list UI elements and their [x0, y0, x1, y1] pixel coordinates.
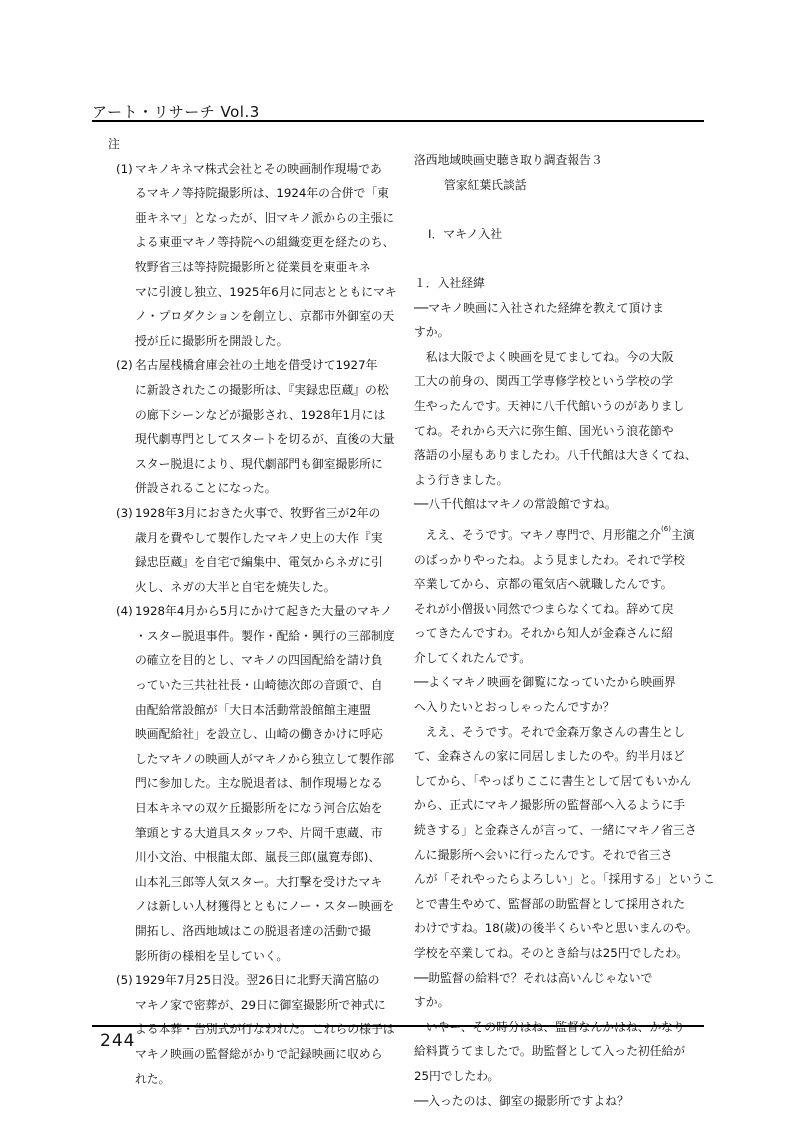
note-line: 名古屋桟橋倉庫会社の土地を借受けて1927年 — [135, 358, 378, 373]
report-subtitle: 管家紅葉氏談話 — [444, 177, 527, 192]
note-line: 現代劇専門としてスタートを切るが、直後の大量 — [135, 432, 395, 447]
header-rule — [92, 120, 704, 122]
report-line: んに撮影所へ会いに行ったんです。それで省三さ — [414, 847, 673, 862]
report-line: 給料貰うてましたで。助監督として入った初任給が — [414, 1044, 686, 1059]
report-line: 落語の小屋もありましたわ。八千代館は大きくてね、 — [414, 448, 697, 463]
page-number: 244 — [100, 1031, 136, 1051]
note-line: 由配給常設館が「大日本活動常設館館主連盟 — [135, 702, 371, 717]
note-line: 1929年7月25日没。翌26日に北野天満宮脇の — [135, 973, 380, 988]
report-line: 学校を卒業してね。そのとき給与は25円でしたわ。 — [414, 946, 689, 960]
report-line: ──八千代館はマキノの常設館ですね。 — [414, 497, 617, 512]
note-line: 映画配給社」を設立し、山崎の働きかけに呼応 — [135, 727, 383, 742]
note-number: (2) — [116, 358, 133, 373]
report-line: ──入ったのは、御室の撮影所ですよね？ — [414, 1093, 629, 1108]
note-line: スター脱退により、現代劇部門も御室撮影所に — [135, 456, 383, 471]
running-header: アート・リサーチ Vol.3 — [92, 103, 260, 121]
report-line: すか。 — [414, 325, 450, 340]
note-line: 火し、ネガの大半と自宅を焼失した。 — [135, 579, 336, 594]
report-line: ──助監督の給料で？それは高いんじゃないで — [414, 970, 653, 985]
note-line: マキノ家で密葬が、29日に御室撮影所で神式に — [135, 997, 386, 1012]
note-line: れた。 — [135, 1071, 171, 1086]
report-line-part: ええ、そうです。マキノ専門で、月形龍之介 — [414, 527, 662, 542]
note-item — [108, 353, 408, 501]
note-line: 1928年4月から5月にかけて起きた大量のマキノ — [135, 604, 393, 619]
note-line: マに引渡し独立、1925年6月に同志とともにマキ — [135, 284, 397, 299]
report-line: 続きする」と金森さんが言って、一緒にマキノ省三さ — [414, 823, 697, 838]
report-line: それが小僧扱い同然でつまらなくてね。辞めて戻 — [414, 601, 674, 616]
report-line: ってきたんですわ。それから知人が金森さんに紹 — [414, 626, 674, 641]
report-line: ──マキノ映画に入社された経緯を教えて頂けま — [414, 300, 664, 315]
notes-list — [108, 157, 408, 1092]
report-line: てね。それから天六に弥生館、国光いう浪花節や — [414, 423, 674, 438]
note-item — [108, 599, 408, 968]
report-line: 私は大阪でよく映画を見てましてね。今の大阪 — [414, 349, 674, 364]
note-item — [108, 157, 408, 354]
notes-heading: 注 — [108, 137, 120, 151]
note-line: 日本キネマの双ケ丘撮影所をになう河合広始を — [135, 801, 383, 816]
note-line: 授が丘に撮影所を開設した。 — [135, 333, 289, 348]
note-line: 川小文治、中根龍太郎、嵐長三郎(嵐寛寿郎)、 — [135, 850, 381, 865]
footer-rule — [92, 1025, 704, 1027]
note-line: 門に参加した。主な脱退者は、制作現場となる — [135, 776, 383, 791]
report-line — [414, 517, 710, 548]
note-line: ノ・プロダクションを創立し、京都市外御室の天 — [135, 309, 395, 324]
blank-line — [414, 197, 710, 222]
note-item — [108, 968, 408, 1091]
section-heading: Ⅰ．マキノ入社 — [428, 226, 503, 241]
note-line: 録忠臣蔵』を自宅で編集中、電気からネガに引 — [135, 555, 383, 570]
note-line: 影所街の様相を呈していく。 — [135, 948, 289, 963]
report-line: て、金森さんの家に同居しましたのや。約半月ほど — [414, 749, 685, 764]
report-line: 介してくれたんです。 — [414, 650, 532, 665]
note-line: したマキノの映画人がマキノから独立して製作部 — [135, 751, 395, 766]
note-line: マキノキネマ株式会社とその映画制作現場であ — [135, 161, 382, 176]
note-line: に新設されたこの撮影所は、『実録忠臣蔵』の松 — [135, 382, 389, 397]
report-line: いやー、その時分はね、監督なんかはね、かなり — [414, 1019, 685, 1034]
note-line: 牧野省三は等持院撮影所と従業員を東亜キネ — [135, 259, 371, 274]
note-line: 山本礼三郎等人気スター。大打撃を受けたマキ — [135, 874, 383, 889]
note-number: (5) — [116, 973, 133, 988]
note-line: 1928年3月におきた火事で、牧野省三が2年の — [135, 505, 381, 520]
report-line: ──よくマキノ映画を御覧になっていたから映画界 — [414, 675, 676, 690]
notes-column — [108, 132, 408, 1091]
report-line: 25円でしたわ。 — [414, 1068, 500, 1083]
report-column — [414, 148, 715, 1113]
report-line: してから、「やっぱりここに書生として居てもいかん — [414, 773, 692, 788]
note-line: マキノ映画の監督総がかりで記録映画に収めら — [135, 1046, 383, 1061]
note-line: るマキノ等持院撮影所は、1924年の合併で「東 — [135, 186, 389, 201]
report-line: ええ、そうです。それで金森万象さんの書生とし — [414, 724, 686, 739]
note-line: よる東亜マキノ等持院への組織変更を経たのち、 — [135, 235, 395, 250]
subsection-heading: １．入社経緯 — [414, 275, 485, 290]
note-line: 亜キネマ」となったが、旧マキノ派からの主張に — [135, 210, 395, 225]
footnote-ref-mark: (6) — [661, 524, 671, 533]
note-line: の確立を目的とし、マキノの四国配給を請け負 — [135, 653, 383, 668]
note-line: よる本葬・告別式が行なわれた。これらの様子は — [135, 1022, 395, 1037]
report-line: わけですね。18(歳)の後半くらいやと思いまんのや。 — [414, 921, 698, 936]
note-line: 筆頭とする大道具スタッフや、片岡千恵蔵、市 — [135, 825, 383, 840]
report-line: すか。 — [414, 995, 450, 1010]
note-number: (4) — [116, 604, 133, 619]
note-line: 併設されることになった。 — [135, 481, 277, 496]
blank-line — [414, 246, 710, 271]
note-line: ノは新しい人材獲得とともにノー・スター映画を — [135, 899, 395, 914]
note-number: (1) — [116, 161, 133, 176]
report-line: よう行きました。 — [414, 472, 509, 487]
report-line: から、正式にマキノ撮影所の監督部へ入るように手 — [414, 798, 686, 813]
report-line: 生やったんです。天神に八千代館いうのがありまし — [414, 398, 685, 413]
note-line: 開拓し、洛西地域はこの脱退者達の活動で撮 — [135, 924, 371, 938]
report-line: のばっかりやったね。よう見ましたわ。それで学校 — [414, 552, 685, 567]
report-line: とで書生やめて、監督部の助監督として採用された — [414, 896, 686, 911]
report-line: 工大の前身の、関西工学専修学校という学校の学 — [414, 374, 674, 389]
note-number: (3) — [116, 505, 133, 520]
report-line-part: 主演 — [670, 527, 695, 542]
note-line: っていた三共社社長・山崎徳次郎の音頭で、自 — [135, 678, 383, 693]
note-line: の廊下シーンなどが撮影され、1928年1月には — [135, 407, 386, 422]
report-line: んが「それやったらよろしい」と。「採用する」というこ — [414, 872, 715, 887]
note-line: ・スター脱退事件。製作・配給・興行の三部制度 — [135, 628, 395, 643]
note-line: 歳月を費やして製作したマキノ史上の大作『実 — [135, 530, 383, 545]
report-line: へ入りたいとおっしゃったんですか？ — [414, 700, 615, 715]
note-item — [108, 501, 408, 599]
report-line: 卒業してから、京都の電気店へ就職したんです。 — [414, 577, 673, 592]
report-title: 洛西地域映画史聴き取り調査報告３ — [414, 153, 603, 167]
report-body — [414, 296, 715, 1114]
